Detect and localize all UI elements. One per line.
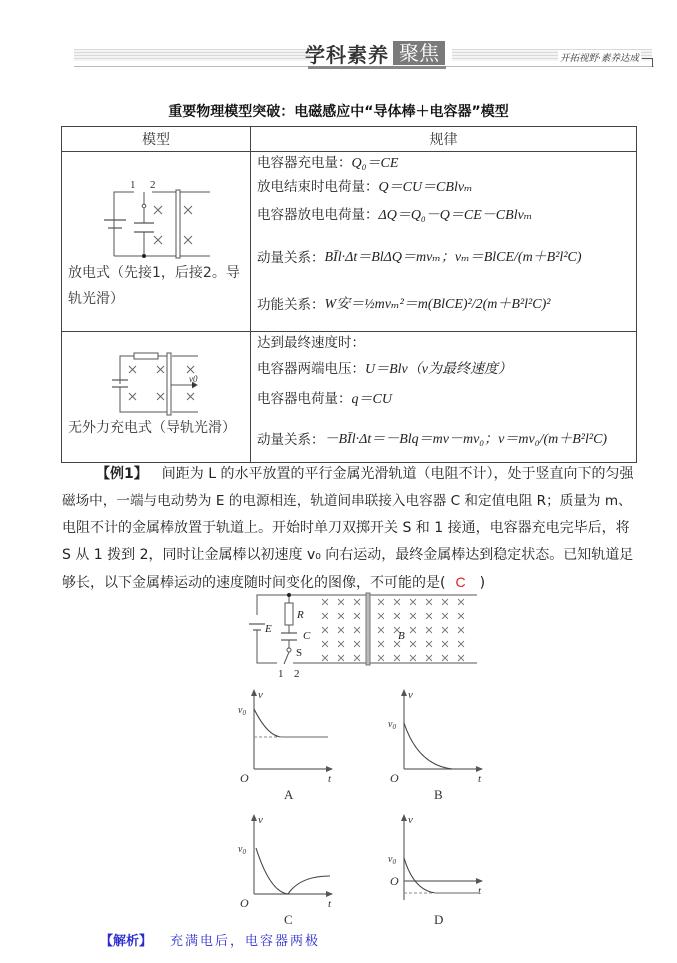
graph-option-label: D	[434, 912, 444, 927]
field-cross	[354, 641, 360, 647]
t-axis-label: t	[328, 773, 332, 785]
field-cross	[378, 613, 384, 619]
rule-line	[257, 334, 636, 360]
fade-overlay	[372, 925, 412, 953]
table-header-row	[62, 127, 637, 152]
field-label: B	[398, 630, 405, 642]
table-row	[62, 332, 637, 463]
switch-terminal-2: 2	[294, 668, 300, 680]
velocity-curve	[256, 848, 288, 894]
vt-graph-D	[382, 808, 492, 928]
t-axis-arrow	[326, 766, 333, 772]
rule-line	[257, 202, 636, 234]
rule-label: 电容器放电电荷量：	[257, 207, 379, 223]
field-cross	[458, 599, 464, 605]
v-axis-label: v	[258, 689, 263, 701]
example-text: 间距为 L 的水平放置的平行金属光滑轨道（电阻不计），处于竖直向下的匀强	[161, 466, 634, 482]
example-text: 够长，以下金属棒运动的速度随时间变化的图像，不可能的是(	[62, 575, 446, 591]
rule-formula: ΔQ＝Q₀－Q＝CE－CBlvₘ	[378, 208, 533, 223]
model-cell-discharge	[62, 152, 251, 332]
model-caption: 放电式（先接1，后接2。导轨光滑）	[68, 265, 240, 307]
field-cross	[394, 599, 400, 605]
example-paragraph	[62, 461, 652, 597]
velocity-curve-rise	[288, 876, 330, 894]
header-title	[305, 40, 445, 66]
rule-label: 电容器两端电压：	[257, 361, 365, 377]
header-tagline: 开拓视野·素养达成	[558, 50, 641, 64]
junction-dot	[287, 593, 291, 597]
field-cross	[338, 627, 344, 633]
velocity-curve	[404, 723, 452, 769]
vt-graph-C	[232, 808, 342, 928]
analysis-line	[100, 930, 320, 949]
field-cross	[394, 613, 400, 619]
header-title-right: 聚焦	[393, 41, 445, 65]
v0-label: v0	[189, 374, 198, 384]
field-cross	[458, 627, 464, 633]
charge-circuit-diagram	[62, 332, 250, 417]
field-cross	[338, 641, 344, 647]
field-cross	[410, 655, 416, 661]
graph-option-label: A	[284, 787, 294, 802]
switch-label: S	[296, 647, 303, 659]
example-line: S 从 1 拨到 2，同时让金属棒以初速度 v₀ 向右运动，最终金属棒达到稳定状态。已知轨道足	[62, 547, 634, 563]
rule-label: 放电结束时电荷量：	[257, 179, 379, 195]
section-title: 重要物理模型突破：电磁感应中“导体棒＋电容器”模型	[168, 104, 509, 120]
field-cross	[338, 613, 344, 619]
v-axis-arrow	[251, 689, 257, 696]
field-cross	[442, 655, 448, 661]
terminal-2-label: 2	[150, 179, 156, 191]
t-axis-arrow	[476, 878, 483, 884]
field-cross	[322, 641, 328, 647]
v0-label: $v_0$	[238, 705, 246, 717]
field-cross	[442, 627, 448, 633]
field-cross	[338, 599, 344, 605]
field-cross	[426, 627, 432, 633]
answer-choice: C	[455, 574, 466, 590]
t-axis-label: t	[478, 773, 482, 785]
rule-label: 动量关系：	[257, 432, 325, 448]
terminal-1-label: 1	[130, 179, 136, 191]
origin-label: O	[240, 771, 249, 785]
rule-formula: Q＝CU＝CBlvₘ	[378, 180, 473, 195]
junction-dot	[142, 254, 146, 258]
header-stripes-left	[74, 49, 310, 61]
field-cross	[442, 599, 448, 605]
rule-line	[257, 360, 636, 390]
field-cross	[354, 613, 360, 619]
origin-label: O	[390, 771, 399, 785]
rule-line	[257, 390, 636, 418]
model-table	[61, 126, 637, 463]
vt-graph-B	[382, 683, 492, 803]
field-cross	[410, 627, 416, 633]
rule-formula: W安＝½mvₘ²＝m(BlCE)²/2(m＋B²l²C)²	[324, 297, 551, 312]
rule-cell-charge	[251, 332, 637, 463]
field-cross	[458, 655, 464, 661]
resistor-label: R	[297, 609, 304, 621]
field-cross	[394, 655, 400, 661]
field-cross	[410, 641, 416, 647]
field-cross	[442, 613, 448, 619]
graph-option-label: B	[434, 787, 443, 802]
vt-graph-A	[232, 683, 342, 803]
rule-label: 达到最终速度时：	[257, 335, 365, 351]
capacitor-label: C	[303, 630, 311, 642]
field-cross	[322, 655, 328, 661]
t-axis-label: t	[328, 898, 332, 910]
rule-label: 动量关系：	[257, 250, 325, 266]
magnetic-field-crosses	[322, 599, 464, 661]
rule-cell-discharge	[251, 152, 637, 332]
header-corner	[642, 58, 653, 67]
field-cross	[322, 613, 328, 619]
field-cross	[458, 613, 464, 619]
field-cross	[426, 641, 432, 647]
field-cross	[378, 655, 384, 661]
analysis-tag: 【解析】	[100, 934, 153, 949]
rule-line	[257, 418, 636, 462]
table-row	[62, 152, 637, 332]
rule-line	[257, 154, 636, 178]
rule-label: 电容器电荷量：	[257, 391, 352, 407]
rule-label: 电容器充电量：	[257, 155, 352, 171]
example-line: 电阻不计的金属棒放置于轨道上。开始时单刀双掷开关 S 和 1 接通，电容器充电完毕后，将	[62, 520, 630, 536]
rule-formula: Q₀＝CE	[351, 156, 399, 171]
field-cross	[426, 613, 432, 619]
model-caption: 无外力充电式（导轨光滑）	[68, 420, 236, 436]
rule-formula: BĪl·Δt＝BlΔQ＝mvₘ；vₘ＝BlCE/(m＋B²l²C)	[324, 250, 582, 265]
t-axis-arrow	[326, 891, 333, 897]
header-cell-model: 模型	[62, 127, 251, 152]
field-cross	[458, 641, 464, 647]
v-axis-arrow	[401, 814, 407, 821]
field-cross	[354, 599, 360, 605]
t-axis-arrow	[476, 766, 483, 772]
header-title-left: 学科素养	[305, 42, 389, 67]
rule-formula: U＝Blv（v为最终速度）	[365, 362, 512, 377]
field-cross	[322, 599, 328, 605]
v-axis-arrow	[401, 689, 407, 696]
rule-formula: －BĪl·Δt＝－Blq＝mv－mv₀；v＝mv₀/(m＋B²l²C)	[324, 432, 608, 447]
t-axis-label: t	[478, 885, 482, 897]
field-cross	[322, 627, 328, 633]
close-paren: )	[479, 575, 486, 591]
origin-label: O	[390, 874, 399, 888]
rule-formula: q＝CU	[351, 392, 392, 407]
field-cross	[426, 599, 432, 605]
origin-label: O	[240, 896, 249, 910]
rule-line	[257, 234, 636, 282]
header-title-bar	[308, 66, 446, 69]
velocity-curve	[404, 858, 436, 893]
v-axis-arrow	[251, 814, 257, 821]
velocity-curve	[254, 709, 282, 737]
example-line-1	[62, 461, 652, 488]
rule-line	[257, 282, 636, 328]
analysis-text: 充满电后，电容器两极	[170, 934, 321, 949]
emf-label: E	[265, 623, 272, 635]
graph-option-label: C	[284, 912, 293, 927]
example-line: 磁场中，一端与电动势为 E 的电源相连，轨道间串联接入电容器 C 和定值电阻 R；质量为 m、	[62, 493, 632, 509]
field-cross	[378, 627, 384, 633]
switch-terminal-1: 1	[278, 668, 284, 680]
discharge-circuit-diagram	[62, 152, 250, 262]
field-cross	[442, 641, 448, 647]
field-cross	[354, 627, 360, 633]
rule-label: 功能关系：	[257, 297, 325, 313]
model-cell-charge	[62, 332, 251, 463]
v0-label: $v_0$	[238, 844, 246, 856]
field-cross	[426, 655, 432, 661]
v0-label: $v_0$	[388, 854, 396, 866]
field-cross	[338, 655, 344, 661]
example-circuit-figure	[235, 590, 485, 680]
v-axis-label: v	[408, 814, 413, 826]
header-cell-rule: 规律	[251, 127, 637, 152]
example-tag: 【例1】	[96, 466, 148, 482]
v-axis-label: v	[408, 689, 413, 701]
rule-line	[257, 178, 636, 202]
field-cross	[354, 655, 360, 661]
field-cross	[410, 599, 416, 605]
field-cross	[378, 641, 384, 647]
v-axis-label: v	[258, 814, 263, 826]
v0-label: $v_0$	[388, 719, 396, 731]
field-cross	[378, 599, 384, 605]
field-cross	[410, 613, 416, 619]
